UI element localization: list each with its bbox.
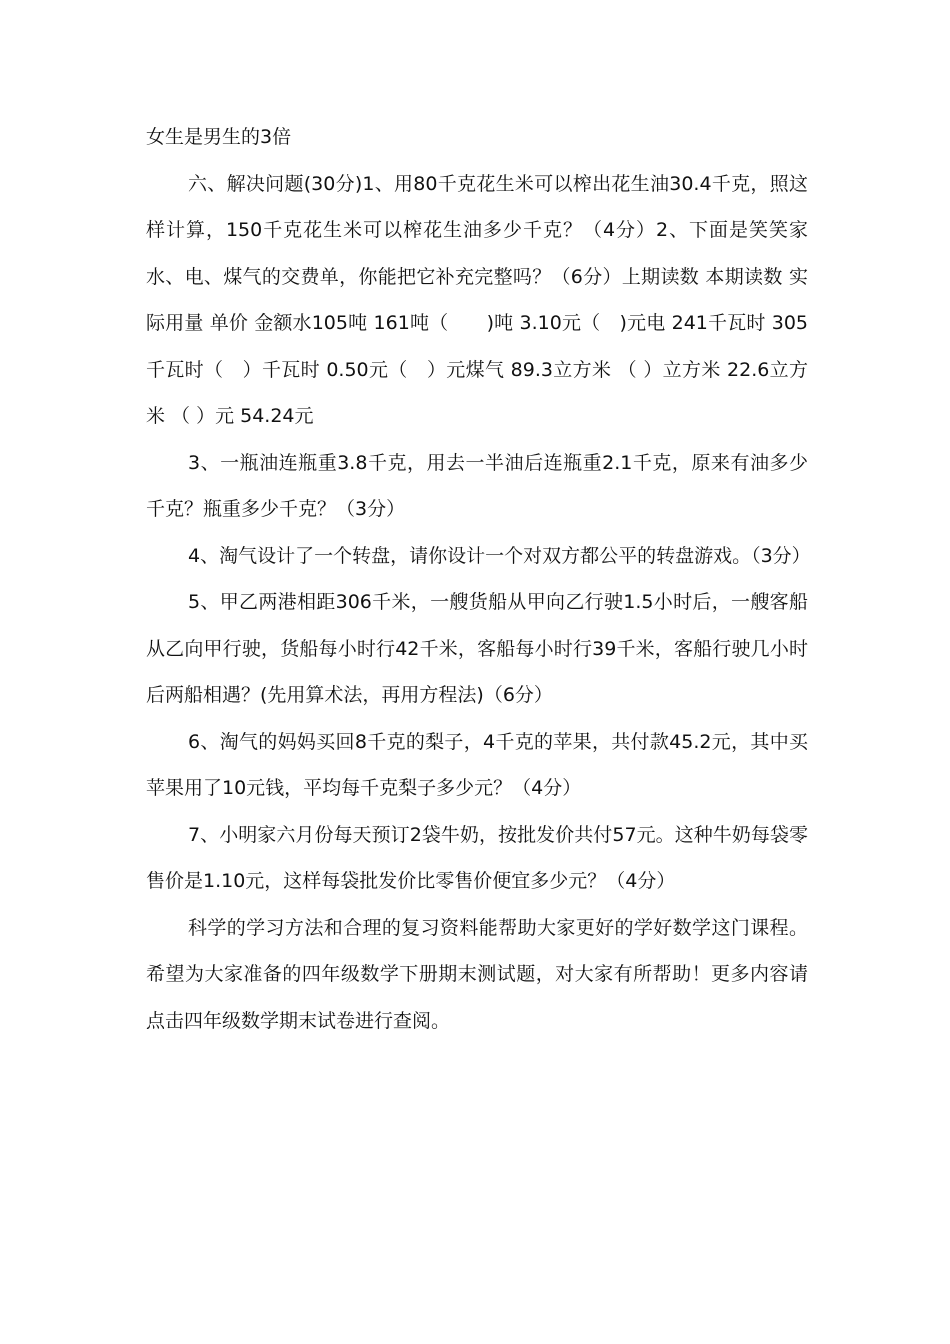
paragraph-question-3: 3、一瓶油连瓶重3.8千克，用去一半油后连瓶重2.1千克，原来有油多少千克？瓶重多少千克？（3分） <box>146 451 808 520</box>
paragraph-question-7: 7、小明家六月份每天预订2袋牛奶，按批发价共付57元。这种牛奶每袋零售价是1.10元，这样每袋批发价比零售价便宜多少元？（4分） <box>146 823 808 892</box>
paragraph-closing-note: 科学的学习方法和合理的复习资料能帮助大家更好的学好数学这门课程。希望为大家准备的四年级数学下册期末测试题，对大家有所帮助！更多内容请点击四年级数学期末试卷进行查阅。 <box>146 916 808 1032</box>
paragraph-question-5: 5、甲乙两港相距306千米，一艘货船从甲向乙行驶1.5小时后，一艘客船从乙向甲行驶，货船每小时行42千米，客船每小时行39千米，客船行驶几小时后两船相遇？(先用算术法，再用方程法)（6分） <box>146 591 808 706</box>
paragraph-question-4: 4、淘气设计了一个转盘，请你设计一个对双方都公平的转盘游戏。（3分） <box>188 544 811 567</box>
paragraph-question-6: 6、淘气的妈妈买回8千克的梨子，4千克的苹果，共付款45.2元，其中买 苹果用了10元钱，平均每千克梨子多少元？（4分） <box>146 730 866 799</box>
paragraph-section-six: 六、解决问题(30分)1、用80千克花生米可以榨出花生油30.4千克，照这样计算，150千克花生米可以榨花生油多少千克？（4分）2、下面是笑笑家水、电、煤气的交费单，你能把它补充完整吗？（6分）上期读数 本期读数 实际用量 单价 金额水105吨 161吨（ )吨 3.10元（ )元电 241千瓦时 305千瓦时（ ）千瓦时 0.50元（ ）元煤气 89.3立方米 （ ）立方米 22.6立方米 （ ）元 54.24元 <box>146 172 808 427</box>
document-body <box>146 114 866 1044</box>
paragraph-previous-answer: 女生是男生的3倍 <box>146 126 292 148</box>
